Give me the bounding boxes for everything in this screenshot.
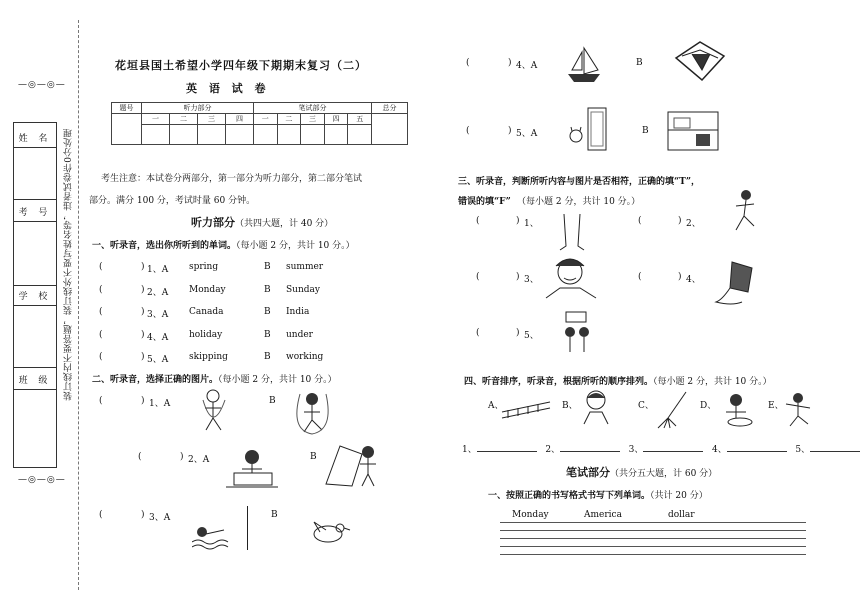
girl-portrait-picture xyxy=(578,388,614,426)
dots-bottom: —◎—◎— xyxy=(18,475,66,485)
option-a: Monday xyxy=(189,284,226,295)
option-b: working xyxy=(286,352,324,362)
q4-blank-4[interactable] xyxy=(727,444,787,452)
score-cell[interactable] xyxy=(254,125,278,145)
score-cell[interactable] xyxy=(277,125,301,145)
answer-blank[interactable]: ) xyxy=(516,216,520,226)
notice-line-1: 考生注意：本试卷分两部分，第一部分为听力部分，第二部分笔试 xyxy=(101,174,363,184)
answer-blank[interactable]: ) xyxy=(516,328,520,338)
q4-title: 四、听音排序，听录音，根据所听的顺序排列。（每小题 2 分，共计 10 分。） xyxy=(464,377,772,387)
score-cell[interactable] xyxy=(348,125,372,145)
answer-blank[interactable]: ) xyxy=(141,510,145,520)
option-b-label: B xyxy=(264,284,271,295)
class-label: 班 级 xyxy=(18,376,52,386)
boy-running-picture xyxy=(730,188,760,236)
option-b-label: B xyxy=(264,262,271,272)
girl-skipping-picture xyxy=(195,388,231,434)
q4-blank-1[interactable] xyxy=(477,444,537,452)
answer-blank[interactable]: ) xyxy=(508,126,512,136)
q4-blank-3[interactable] xyxy=(643,444,703,452)
option-a: skipping xyxy=(189,352,228,362)
score-head-tihao: 题号 xyxy=(112,103,142,114)
basketball-picture xyxy=(560,310,594,354)
answer-blank[interactable]: ) xyxy=(516,272,520,282)
score-cell[interactable] xyxy=(142,125,170,145)
score-cell[interactable] xyxy=(198,125,226,145)
q4-blank-2[interactable] xyxy=(560,444,620,452)
q3-title-line2: 错误的填“F” （每小题 2 分，共计 10 分。） xyxy=(458,197,641,207)
listening-title: 听力部分（共四大题，计 40 分） xyxy=(191,216,334,229)
q2-title: 二、听录音，选择正确的图片。（每小题 2 分，共计 10 分。） xyxy=(92,375,337,385)
school-label: 学 校 xyxy=(18,292,52,302)
open-paren: ( xyxy=(99,307,103,317)
writing-line[interactable] xyxy=(500,522,806,523)
divider-line xyxy=(247,506,248,550)
open-paren: ( xyxy=(99,329,103,340)
option-a: spring xyxy=(189,262,219,272)
score-table: 题号 听力部分 笔试部分 总分 一 二 三 四 一 二 三 四 五 xyxy=(111,102,408,145)
option-b: Sunday xyxy=(286,284,320,295)
score-head-write: 笔试部分 xyxy=(254,103,372,114)
cat-door-picture xyxy=(566,106,610,152)
item-number: 4、A xyxy=(147,332,169,343)
item-number: 5、A xyxy=(147,355,169,365)
writing-line[interactable] xyxy=(500,546,806,547)
bookshelf-picture xyxy=(662,106,722,154)
open-paren: ( xyxy=(99,284,103,295)
legs-picture xyxy=(556,212,588,252)
q4-letter-e: E、 xyxy=(768,401,784,411)
binding-line xyxy=(78,20,79,590)
answer-blank[interactable]: ) xyxy=(141,284,145,295)
q4-letter-b: B、 xyxy=(562,401,578,411)
notice-line-2: 部分。满分 100 分，考试时量 60 分钟。 xyxy=(89,196,256,206)
girl-smiling-picture xyxy=(542,254,600,302)
student-info-box xyxy=(13,122,57,468)
answer-blank[interactable]: ) xyxy=(180,452,184,462)
score-cell[interactable] xyxy=(226,125,254,145)
kite-picture xyxy=(672,40,728,82)
boy-jumping-picture xyxy=(290,390,338,436)
option-b-label: B xyxy=(264,329,271,340)
q4-blank-5[interactable] xyxy=(810,444,860,452)
score-cell[interactable] xyxy=(170,125,198,145)
girl-eating-picture xyxy=(716,390,760,430)
q4-letter-c: C、 xyxy=(638,401,654,411)
exam-title: 花垣县国土希望小学四年级下期期末复习（二） xyxy=(115,59,367,72)
written-q1-title: 一、按照正确的书写格式书写下列单词。（共计 20 分） xyxy=(488,491,708,501)
answer-blank[interactable]: ) xyxy=(141,352,145,362)
written-title: 笔试部分（共分五大题，计 60 分） xyxy=(566,466,718,479)
option-b: summer xyxy=(286,262,324,272)
item-number: 3、A xyxy=(147,310,169,320)
answer-blank[interactable]: ) xyxy=(141,329,145,340)
writing-line[interactable] xyxy=(500,554,806,555)
q4-letter-a: A、 xyxy=(488,401,504,411)
word-monday: Monday xyxy=(512,510,549,520)
score-cell[interactable] xyxy=(301,125,325,145)
q4-letter-d: D、 xyxy=(700,401,717,411)
writing-line[interactable] xyxy=(500,530,806,531)
boat-picture xyxy=(564,44,604,84)
spilled-bucket-picture xyxy=(712,256,760,308)
score-head-listen: 听力部分 xyxy=(142,103,254,114)
score-cell[interactable] xyxy=(324,125,348,145)
exam-subtitle: 英 语 试 卷 xyxy=(186,82,270,95)
girl-dancing-picture xyxy=(782,390,816,430)
open-paren: ( xyxy=(99,262,103,272)
swimming-picture xyxy=(192,524,232,550)
writing-line[interactable] xyxy=(500,538,806,539)
q1-title: 一、听录音，选出你所听到的单词。（每小题 2 分，共计 10 分。） xyxy=(92,241,355,251)
bird-picture xyxy=(304,518,352,548)
option-b: under xyxy=(286,329,313,340)
q4-answer-row: 1、 2、 3、 4、 5、 xyxy=(462,442,860,455)
boys-painting-picture xyxy=(322,440,380,492)
word-dollar: dollar xyxy=(668,510,695,520)
option-b: India xyxy=(286,307,310,317)
answer-blank[interactable]: ) xyxy=(141,307,145,317)
option-a: holiday xyxy=(189,329,223,340)
word-america: America xyxy=(584,510,622,520)
item-number: 2、A xyxy=(147,287,169,298)
item-number: 1、A xyxy=(147,265,169,275)
option-a: Canada xyxy=(189,307,224,317)
broom-picture xyxy=(654,390,690,430)
answer-blank[interactable]: ) xyxy=(141,396,145,406)
bridge-picture xyxy=(500,392,552,422)
answer-blank[interactable]: ) xyxy=(508,58,512,68)
binding-note: 装订线内不要答题，装订线外不要写姓名等，违者试卷作0分处理 xyxy=(64,128,74,401)
answer-blank[interactable]: ) xyxy=(678,216,682,226)
score-head-total: 总分 xyxy=(372,103,408,114)
q3-title-line1: 三、听录音，判断所听内容与图片是否相符，正确的填“T”， xyxy=(458,177,701,187)
boy-writing-picture xyxy=(222,447,282,495)
answer-blank[interactable]: ) xyxy=(678,272,682,282)
open-paren: ( xyxy=(99,352,103,362)
option-b-label: B xyxy=(264,352,271,362)
dots-top: —◎—◎— xyxy=(18,80,66,90)
name-label: 姓 名 xyxy=(18,134,52,144)
option-b-label: B xyxy=(264,307,271,317)
answer-blank[interactable]: ) xyxy=(141,262,145,272)
exam-number-label: 考 号 xyxy=(18,208,52,218)
